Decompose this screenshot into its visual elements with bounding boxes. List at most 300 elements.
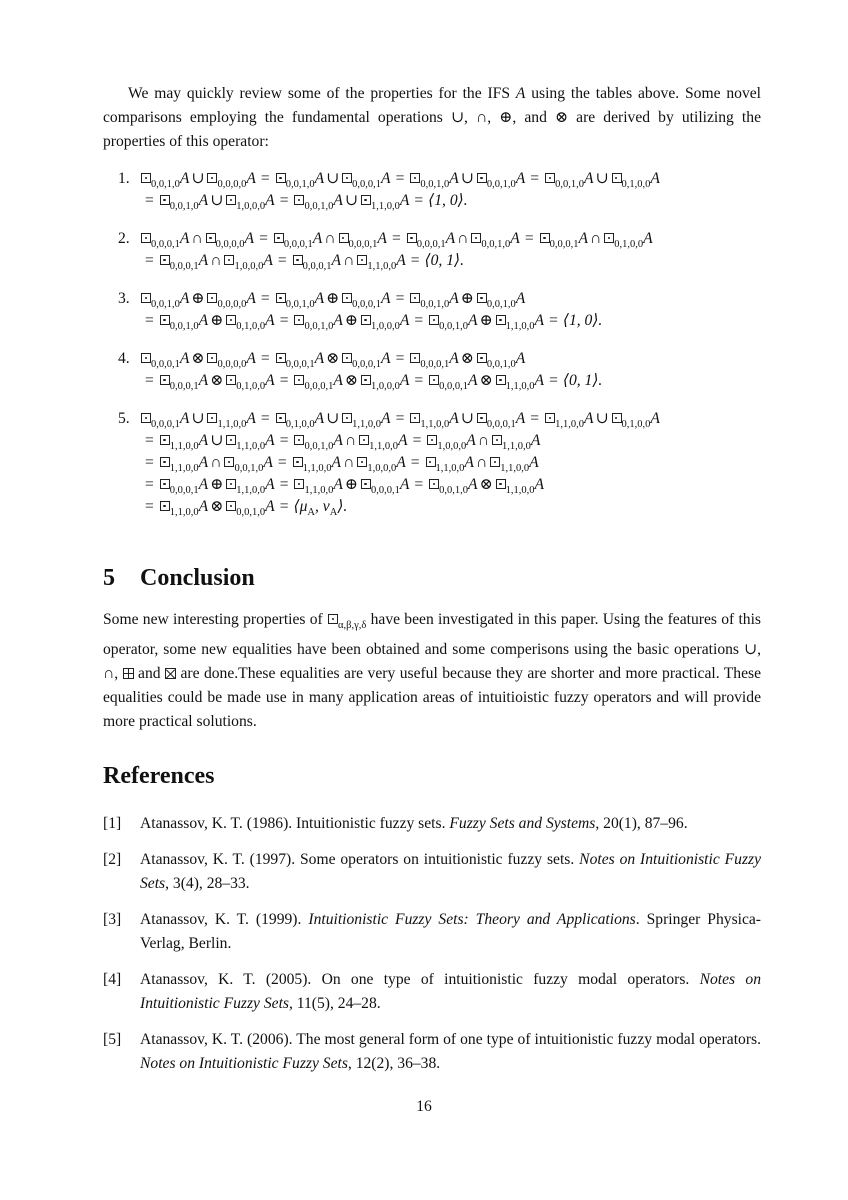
operator-subscript: 1,0,0,0 xyxy=(236,201,266,212)
equals-sign: = xyxy=(524,230,534,247)
set-operation-symbol: ∪ xyxy=(460,410,474,427)
reference-authors-title: Atanassov, K. T. (2005). On one type of intuitionistic fuzzy modal operators. xyxy=(140,971,700,988)
operator-subscript: 0,0,0,1 xyxy=(304,381,334,392)
equals-sign: = xyxy=(260,410,270,427)
equation-number: 4. xyxy=(118,350,130,367)
box-dot-operator-icon xyxy=(496,479,506,489)
variable-A: A xyxy=(650,410,660,427)
reference-details: , 11(5), 24–28. xyxy=(289,995,381,1012)
intro-text: We may quickly review some of the properties for the IFS xyxy=(128,85,516,102)
box-dot-operator-icon xyxy=(274,233,284,243)
section-heading-conclusion xyxy=(103,565,255,592)
operator-subscript: 0,0,0,1 xyxy=(151,359,180,370)
box-dot-operator-icon xyxy=(477,173,487,183)
variable-A: A xyxy=(314,290,325,307)
equals-sign: = xyxy=(414,476,424,493)
page-number: 16 xyxy=(416,1098,432,1115)
set-operation-symbol: ⊕ xyxy=(344,476,358,493)
variable-A: A xyxy=(333,476,343,493)
set-operation-symbol: ⊕ xyxy=(191,290,205,307)
equation-line xyxy=(118,496,768,518)
reference-details: . Springer Physica-Verlag, Berlin. xyxy=(140,911,762,952)
variable-A: A xyxy=(468,312,478,329)
section-heading-references: References xyxy=(103,763,215,789)
variable-A: A xyxy=(399,312,410,329)
equation-number: 2. xyxy=(118,230,130,247)
operator-subscript: 0,0,1,0 xyxy=(151,299,180,310)
variable-A: A xyxy=(583,170,594,187)
equation-number: 3. xyxy=(118,290,130,307)
operator-subscript: 1,0,0,0 xyxy=(234,261,264,272)
set-operation-symbol: ∩ xyxy=(343,454,355,471)
variable-A: A xyxy=(468,476,478,493)
variable-A: A xyxy=(198,372,209,389)
set-operation-symbol: ⊗ xyxy=(210,498,224,515)
variable-A: A xyxy=(314,410,325,427)
box-dot-operator-icon xyxy=(160,255,170,265)
variable-A: A xyxy=(530,432,541,449)
variable-A: A xyxy=(449,410,459,427)
operator-subscript: 0,0,0,1 xyxy=(151,239,180,250)
set-operation-symbol: ∪ xyxy=(595,170,609,187)
equals-sign: = xyxy=(277,454,287,471)
equals-sign: = xyxy=(145,252,154,269)
equation-line xyxy=(118,370,768,392)
set-operation-symbol: ∩ xyxy=(344,432,357,449)
variable-A: A xyxy=(265,372,275,389)
set-operation-symbol: ⊗ xyxy=(191,350,205,367)
variable-A: A xyxy=(263,454,273,471)
operator-subscript: 0,0,0,1 xyxy=(352,179,382,190)
variable-A: A xyxy=(381,350,391,367)
equals-sign: = xyxy=(279,312,289,329)
equals-sign: = xyxy=(395,290,405,307)
operator-subscript: 1,1,0,0 xyxy=(505,485,535,496)
box-dot-operator-icon xyxy=(328,614,338,624)
box-dot-operator-icon xyxy=(141,413,151,423)
reference-number: [5] xyxy=(103,1031,122,1048)
variable-A: A xyxy=(198,312,209,329)
variable-A: A xyxy=(265,498,275,515)
operator-subscript: 0,1,0,0 xyxy=(614,239,644,250)
variable-A: A xyxy=(314,170,325,187)
operator-subscript: 0,0,1,0 xyxy=(304,441,334,452)
variable-A: A xyxy=(468,372,478,389)
operator-subscript: 0,0,1,0 xyxy=(151,179,180,190)
set-operation-symbol: ⊕ xyxy=(210,476,224,493)
set-operation-symbol: ∪ xyxy=(326,410,340,427)
equals-sign: = xyxy=(410,454,420,471)
variable-A: A xyxy=(396,252,406,269)
box-dot-operator-icon xyxy=(426,457,436,467)
equals-sign: = xyxy=(530,170,540,187)
variable-A: A xyxy=(515,170,526,187)
conclusion-text-cont: have been investigated in this paper. Using the features of this operator, some new equalities have been obtained and some comperisons using the basic operations ∪, ∩, xyxy=(103,611,761,682)
variable-A: A xyxy=(381,410,391,427)
box-dot-operator-icon xyxy=(294,375,304,385)
result-value: ⟨μ xyxy=(293,498,308,515)
variable-A: A xyxy=(466,432,476,449)
equals-sign: = xyxy=(414,372,424,389)
box-dot-operator-icon xyxy=(612,413,622,423)
equation-line xyxy=(118,250,768,272)
box-dot-operator-icon xyxy=(276,413,286,423)
variable-A: A xyxy=(381,170,391,187)
operator-subscript: 1,0,0,0 xyxy=(370,381,400,392)
set-operation-symbol: ∩ xyxy=(457,230,469,247)
set-operation-symbol: ∩ xyxy=(343,252,355,269)
operator-subscript: 0,0,1,0 xyxy=(555,179,584,190)
operator-subscript: 0,0,1,0 xyxy=(236,507,266,518)
equals-sign: = xyxy=(549,312,558,329)
equals-sign: = xyxy=(260,350,270,367)
variable-A: A xyxy=(381,290,391,307)
box-dot-operator-icon xyxy=(160,315,170,325)
set-operation-symbol: ∩ xyxy=(475,454,488,471)
box-dot-operator-icon xyxy=(141,293,151,303)
box-dot-operator-icon xyxy=(496,375,506,385)
section-number: 5 xyxy=(103,565,115,591)
operator-subscript: 0,1,0,0 xyxy=(285,419,315,430)
boxplus-icon xyxy=(123,668,134,679)
operator-subscript: 0,0,0,1 xyxy=(285,359,315,370)
result-subscript: A xyxy=(307,507,315,518)
operator-subscript: 0,0,0,1 xyxy=(416,239,446,250)
variable-A: A xyxy=(179,410,190,427)
variable-A: A xyxy=(244,230,255,247)
operator-subscript: 0,0,1,0 xyxy=(420,179,450,190)
variable-A: A xyxy=(198,432,209,449)
equation-line xyxy=(118,408,768,430)
box-dot-operator-icon xyxy=(427,435,437,445)
result-value: ⟨1, 0⟩. xyxy=(428,192,468,209)
operator-subscript: 0,1,0,0 xyxy=(621,419,651,430)
variable-A: A xyxy=(449,170,459,187)
equals-sign: = xyxy=(412,432,422,449)
box-dot-operator-icon xyxy=(342,413,352,423)
conclusion-text: Some new interesting properties of xyxy=(103,611,328,628)
operator-subscript: 0,0,0,1 xyxy=(348,239,378,250)
variable-A: A xyxy=(331,454,342,471)
operator-subscript: 0,0,1,0 xyxy=(439,485,469,496)
equals-sign: = xyxy=(395,350,405,367)
equals-sign: = xyxy=(530,410,540,427)
box-dot-operator-icon xyxy=(276,173,286,183)
box-dot-operator-icon xyxy=(160,457,170,467)
operator-subscript: 0,0,1,0 xyxy=(285,299,315,310)
box-dot-operator-icon xyxy=(342,293,352,303)
box-dot-operator-icon xyxy=(226,435,236,445)
operator-subscript: 0,0,1,0 xyxy=(486,299,516,310)
reference-venue: Notes on Intuitionistic Fuzzy Sets xyxy=(140,971,761,1012)
equation-line xyxy=(118,288,768,310)
reference-venue: Fuzzy Sets and Systems xyxy=(449,815,596,832)
variable-A: A xyxy=(534,372,545,389)
box-dot-operator-icon xyxy=(407,233,417,243)
variable-A: A xyxy=(333,192,343,209)
set-operation-symbol: ∪ xyxy=(210,192,224,209)
variable-A: A xyxy=(246,410,256,427)
equals-sign: = xyxy=(145,454,154,471)
reference-number: [1] xyxy=(103,815,122,832)
box-dot-operator-icon xyxy=(141,173,151,183)
set-operation-symbol: ⊕ xyxy=(326,290,340,307)
box-dot-operator-icon xyxy=(160,435,170,445)
result-value: ⟨0, 1⟩. xyxy=(424,252,465,269)
box-dot-operator-icon xyxy=(276,353,286,363)
operator-subscript: 0,0,0,1 xyxy=(283,239,313,250)
operator-subscript: 1,0,0,0 xyxy=(370,321,400,332)
operator-subscript: 0,0,1,0 xyxy=(486,359,516,370)
equals-sign: = xyxy=(395,170,405,187)
set-operation-symbol: ⊗ xyxy=(210,372,224,389)
variable-A: A xyxy=(377,230,387,247)
reference-number: [3] xyxy=(103,911,122,928)
equation-number: 5. xyxy=(118,410,130,427)
operator-subscript: 0,0,0,1 xyxy=(151,419,180,430)
operator-subscript: 0,0,1,0 xyxy=(169,321,199,332)
box-dot-operator-icon xyxy=(477,413,487,423)
variable-A: A xyxy=(515,350,526,367)
operator-subscript: 1,1,0,0 xyxy=(555,419,584,430)
operator-subscript: 0,1,0,0 xyxy=(621,179,651,190)
variable-A: A xyxy=(515,410,526,427)
equals-sign: = xyxy=(391,230,401,247)
operator-subscript: 1,1,0,0 xyxy=(367,261,397,272)
box-dot-operator-icon xyxy=(207,353,217,363)
variable-A: A xyxy=(399,372,410,389)
intro-text-cont: using the tables above. Some novel comparisons employing the fundamental operations ∪, ∩, ⊕, and ⊗ are derived by utilizing the properties of this operator: xyxy=(103,85,761,150)
operator-subscript: 0,0,1,0 xyxy=(304,321,334,332)
equation-line xyxy=(118,310,768,332)
operator-subscript: 0,0,1,0 xyxy=(304,201,334,212)
variable-A: A xyxy=(650,170,660,187)
box-dot-operator-icon xyxy=(361,479,371,489)
operator-subscript: 1,1,0,0 xyxy=(420,419,450,430)
box-dot-operator-icon xyxy=(410,353,420,363)
equals-sign: = xyxy=(260,170,270,187)
box-dot-operator-icon xyxy=(207,413,217,423)
equals-sign: = xyxy=(145,432,154,449)
result-subscript: A xyxy=(329,507,338,518)
set-operation-symbol: ⊕ xyxy=(344,312,358,329)
operator-subscript: 1,0,0,0 xyxy=(437,441,467,452)
reference-details: , 3(4), 28–33. xyxy=(165,875,250,892)
operator-subscript: 0,0,0,0 xyxy=(217,359,247,370)
box-dot-operator-icon xyxy=(477,353,487,363)
equation-item xyxy=(118,288,768,332)
result-value: ⟩. xyxy=(337,498,348,515)
operator-subscript: 0,0,1,0 xyxy=(420,299,450,310)
operator-subscript: 1,1,0,0 xyxy=(236,485,266,496)
reference-authors-title: Atanassov, K. T. (1999). xyxy=(140,911,309,928)
operator-subscript: 1,0,0,0 xyxy=(367,463,397,474)
equation-item xyxy=(118,348,768,392)
reference-item xyxy=(103,908,761,956)
reference-item xyxy=(103,812,761,836)
box-dot-operator-icon xyxy=(342,353,352,363)
operator-subscript: 1,1,0,0 xyxy=(500,463,530,474)
operator-subscript: 0,0,0,0 xyxy=(217,299,247,310)
variable-A: A xyxy=(398,432,408,449)
operator-subscript: 0,0,0,1 xyxy=(352,359,382,370)
operator-subscript: 0,0,0,1 xyxy=(169,485,199,496)
equals-sign: = xyxy=(549,372,558,389)
equals-sign: = xyxy=(145,192,154,209)
equation-line xyxy=(118,452,768,474)
operator-subscript: 0,0,1,0 xyxy=(285,179,315,190)
box-dot-operator-icon xyxy=(357,457,367,467)
reference-number: [4] xyxy=(103,971,122,988)
reference-authors-title: Atanassov, K. T. (2006). The most general form of one type of intuitionistic fuzzy modal operators. xyxy=(140,1031,761,1048)
box-dot-operator-icon xyxy=(226,479,236,489)
equation-line xyxy=(118,348,768,370)
reference-item xyxy=(103,1028,761,1076)
operator-subscript: 0,1,0,0 xyxy=(236,321,266,332)
box-dot-operator-icon xyxy=(294,435,304,445)
box-dot-operator-icon xyxy=(276,293,286,303)
set-operation-symbol: ∪ xyxy=(460,170,474,187)
operator-subscript: 1,1,0,0 xyxy=(217,419,247,430)
operator-subscript: 0,0,1,0 xyxy=(439,321,469,332)
variable-A: A xyxy=(246,350,256,367)
variable-A: A xyxy=(265,192,275,209)
box-dot-operator-icon xyxy=(361,195,371,205)
variable-A: A xyxy=(578,230,589,247)
equation-line xyxy=(118,228,768,250)
box-dot-operator-icon xyxy=(496,315,506,325)
operator-subscript: 0,0,0,1 xyxy=(352,299,382,310)
set-operation-symbol: ∩ xyxy=(324,230,336,247)
equation-line xyxy=(118,430,768,452)
box-dot-operator-icon xyxy=(410,413,420,423)
equation-line xyxy=(118,474,768,496)
variable-A: A xyxy=(333,432,343,449)
variable-A: A xyxy=(449,350,459,367)
variable-A: A xyxy=(331,252,342,269)
equals-sign: = xyxy=(414,312,424,329)
equation-item xyxy=(118,228,768,272)
set-operation-symbol: ∩ xyxy=(590,230,602,247)
variable-A: A xyxy=(396,454,406,471)
set-operation-symbol: ∩ xyxy=(191,230,203,247)
box-dot-operator-icon xyxy=(492,435,502,445)
box-dot-operator-icon xyxy=(429,315,439,325)
operator-subscript: 0,0,0,0 xyxy=(215,239,245,250)
equation-line xyxy=(118,168,768,190)
reference-venue: Intuitionistic Fuzzy Sets: Theory and Applications xyxy=(308,911,636,928)
variable-A: A xyxy=(179,350,190,367)
operator-subscript: 1,1,0,0 xyxy=(369,441,399,452)
variable-A: A xyxy=(464,454,474,471)
operator-subscript: 0,0,1,0 xyxy=(486,179,516,190)
ifs-variable: A xyxy=(515,85,526,102)
operator-subscript: 1,1,0,0 xyxy=(169,507,199,518)
operator-subscript: 0,1,0,0 xyxy=(236,381,266,392)
box-dot-operator-icon xyxy=(294,479,304,489)
box-dot-operator-icon xyxy=(226,195,236,205)
operator-subscript: 1,1,0,0 xyxy=(304,485,334,496)
box-dot-operator-icon xyxy=(224,255,234,265)
operator-subscript: 0,0,1,0 xyxy=(169,201,199,212)
variable-A: A xyxy=(399,192,410,209)
set-operation-symbol: ∩ xyxy=(210,252,222,269)
equation-item xyxy=(118,408,768,518)
box-dot-operator-icon xyxy=(226,315,236,325)
operator-subscript: 0,0,0,1 xyxy=(439,381,469,392)
variable-A: A xyxy=(198,192,209,209)
set-operation-symbol: ⊕ xyxy=(210,312,224,329)
variable-A: A xyxy=(265,476,275,493)
reference-authors-title: Atanassov, K. T. (1986). Intuitionistic fuzzy sets. xyxy=(140,815,450,832)
equals-sign: = xyxy=(145,312,154,329)
operator-subscript: 0,0,1,0 xyxy=(234,463,264,474)
variable-A: A xyxy=(333,372,343,389)
variable-A: A xyxy=(198,476,209,493)
box-dot-operator-icon xyxy=(206,233,216,243)
equals-sign: = xyxy=(145,372,154,389)
operator-subscript: 0,0,1,0 xyxy=(481,239,511,250)
variable-A: A xyxy=(179,290,190,307)
conclusion-text-rest: are done.These equalities are very useful because they are shorter and more practical. These equalities could be made use in many application areas of intuitioistic fuzzy operators and will provide more practical solutions. xyxy=(103,665,761,730)
variable-A: A xyxy=(265,312,275,329)
variable-A: A xyxy=(198,454,209,471)
box-dot-operator-icon xyxy=(207,173,217,183)
equals-sign: = xyxy=(279,372,289,389)
box-dot-operator-icon xyxy=(612,173,622,183)
reference-authors-title: Atanassov, K. T. (1997). Some operators on intuitionistic fuzzy sets. xyxy=(140,851,580,868)
reference-item xyxy=(103,968,761,1016)
variable-A: A xyxy=(246,290,256,307)
box-dot-operator-icon xyxy=(226,501,236,511)
set-operation-symbol: ∪ xyxy=(210,432,224,449)
variable-A: A xyxy=(263,252,273,269)
box-dot-operator-icon xyxy=(429,479,439,489)
variable-A: A xyxy=(510,230,520,247)
variable-A: A xyxy=(179,230,190,247)
box-dot-operator-icon xyxy=(294,315,304,325)
box-dot-operator-icon xyxy=(361,315,371,325)
reference-list xyxy=(103,812,761,1076)
set-operation-symbol: ∪ xyxy=(595,410,609,427)
equals-sign: = xyxy=(279,432,289,449)
operator-subscript: 1,1,0,0 xyxy=(505,381,535,392)
box-dot-operator-icon xyxy=(490,457,500,467)
set-operation-symbol: ⊕ xyxy=(479,312,493,329)
result-value: ⟨0, 1⟩. xyxy=(562,372,603,389)
box-dot-operator-icon xyxy=(339,233,349,243)
box-dot-operator-icon xyxy=(224,457,234,467)
box-dot-operator-icon xyxy=(361,375,371,385)
variable-A: A xyxy=(333,312,343,329)
operator-subscript: 0,0,0,1 xyxy=(420,359,450,370)
operator-subscript: 0,0,0,0 xyxy=(217,179,247,190)
box-dot-operator-icon xyxy=(141,233,151,243)
operator-subscript: 1,1,0,0 xyxy=(370,201,400,212)
operator-subscript: 0,0,0,1 xyxy=(549,239,579,250)
variable-A: A xyxy=(312,230,323,247)
variable-A: A xyxy=(314,350,325,367)
intro-paragraph xyxy=(103,82,761,154)
reference-venue: Notes on Intuitionistic Fuzzy Sets xyxy=(140,1055,348,1072)
reference-details: , 12(2), 36–38. xyxy=(347,1055,441,1072)
box-dot-operator-icon xyxy=(540,233,550,243)
box-dot-operator-icon xyxy=(160,375,170,385)
box-dot-operator-icon xyxy=(410,173,420,183)
set-operation-symbol: ∪ xyxy=(191,410,205,427)
operator-subscript: 0,0,0,1 xyxy=(370,485,400,496)
section-title: Conclusion xyxy=(140,565,255,591)
